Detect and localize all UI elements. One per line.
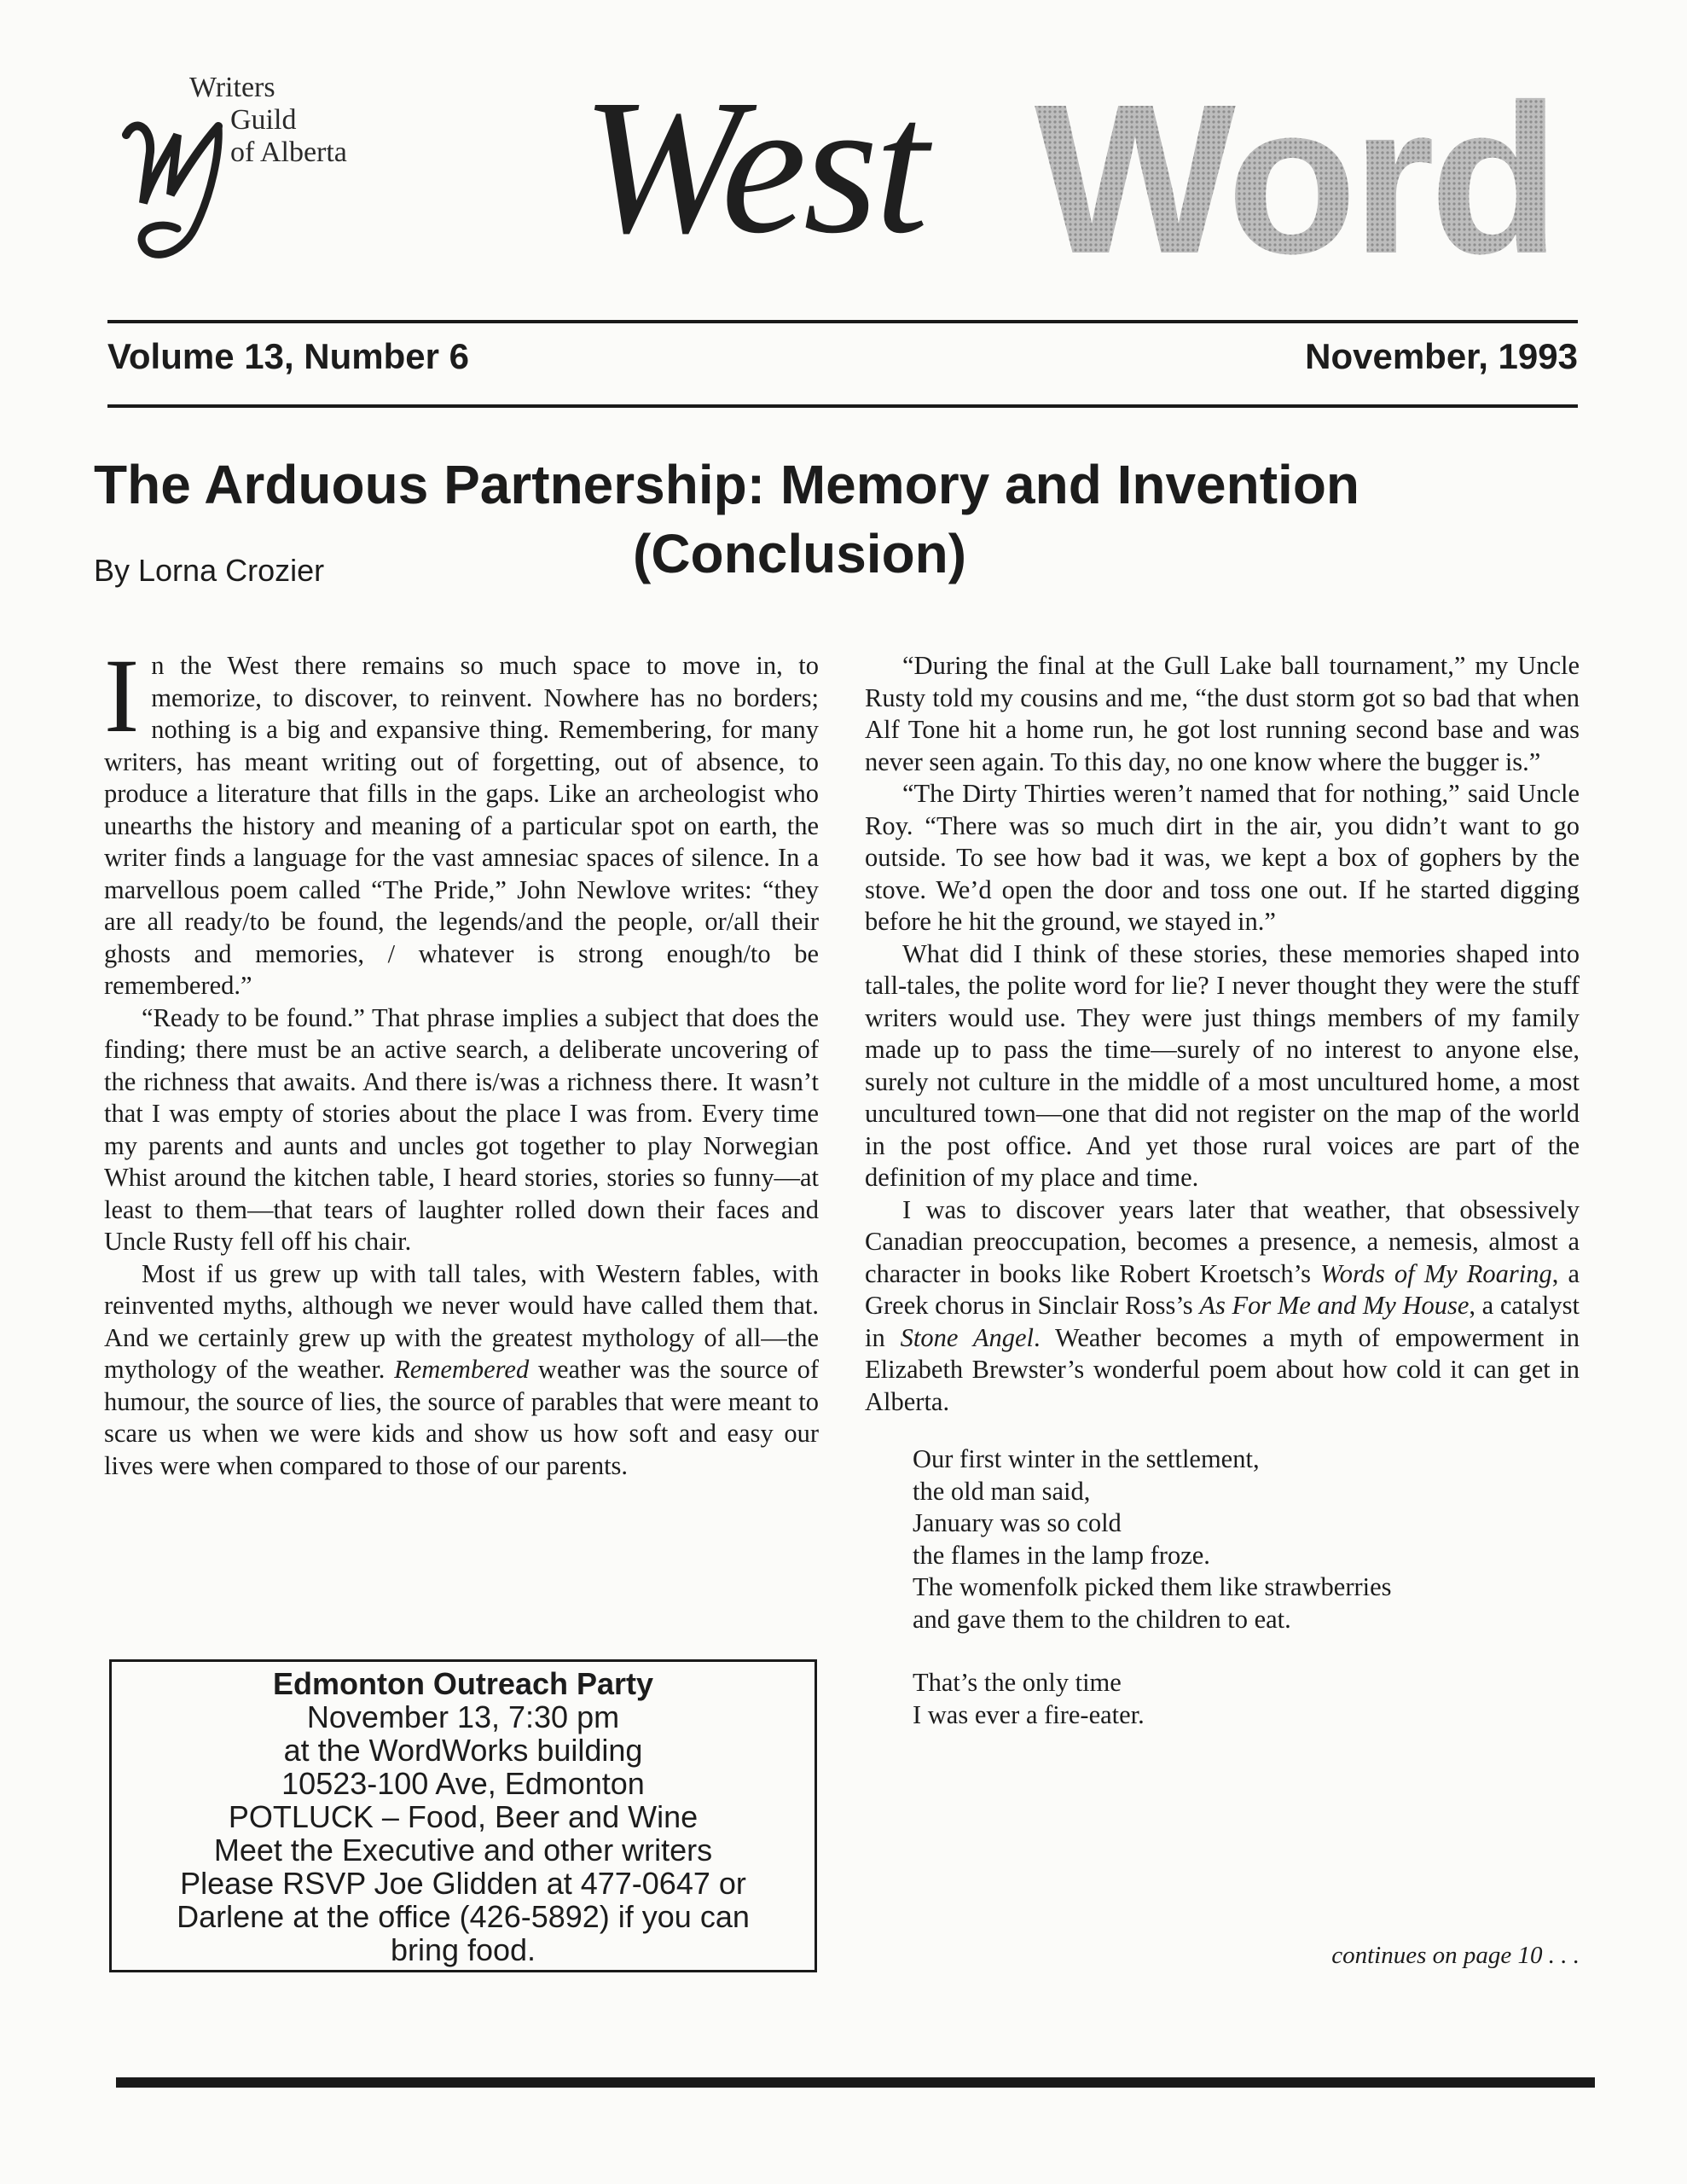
event-line: at the WordWorks building <box>283 1733 643 1768</box>
paragraph: “The Dirty Thirties weren’t named that for nothing,” said Uncle Roy. “There was so much dirt in the air, you didn’t want to go outside. To see how bad it was, we kept a box of gophers by the stove. We’d open the door and toss one out. If he started digging before he hit the ground, we stayed in.” <box>865 779 1580 936</box>
poem-line: The womenfolk picked them like strawberries <box>913 1572 1392 1601</box>
italic-text: Remembered <box>394 1355 530 1384</box>
org-name-line2: Guild <box>230 104 297 136</box>
stanza-break <box>913 1635 1580 1667</box>
paragraph-text: I was to discover years later that weather, that obsessively Canadian preoccupation, becomes a presence, a nemesis, almost a character in books like Robert Kroetsch’s <box>865 1194 1580 1288</box>
footer-rule <box>116 2077 1595 2088</box>
paragraph: “During the final at the Gull Lake ball tournament,” my Uncle Rusty told my cousins and me, “the dust storm got so bad that when Alf Tone hit a home run, he got lost running second base and was never seen again. To this day, no one know where the bugger is.” <box>865 651 1580 776</box>
masthead-rule-bottom <box>107 404 1578 408</box>
event-line: Darlene at the office (426-5892) if you can <box>177 1899 750 1934</box>
event-line: Meet the Executive and other writers <box>213 1833 713 1867</box>
poem-line: That’s the only time <box>913 1668 1122 1697</box>
poem-line: and gave them to the children to eat. <box>913 1604 1291 1634</box>
paragraph: “Ready to be found.” That phrase implies a subject that does the finding; there must be an active search, a deliberate uncovering of the richness that awaits. And there is/was a richness there. It wasn’t that I was empty of stories about the place I was from. Every time my parents and aunts and uncles got together to play Norwegian Whist around the kitchen table, I heard stories, stories so funny—at least to them—that tears of laughter rolled down their faces and Uncle Rusty fell off his chair. <box>104 1002 819 1256</box>
paragraph-text: , a Greek chorus in Sinclair Ross’s <box>865 1258 1580 1320</box>
event-line: Please RSVP Joe Glidden at 477-0647 or <box>180 1866 746 1901</box>
newsletter-title-word <box>996 73 1593 278</box>
poem-line: the old man said, <box>913 1476 1091 1506</box>
article-column-right <box>865 650 1580 1731</box>
paragraph <box>104 637 819 1002</box>
newsletter-title-west: West <box>582 60 925 273</box>
paragraph-text: , a catalyst in <box>865 1291 1580 1352</box>
poem-line: Our first winter in the settlement, <box>913 1444 1260 1473</box>
paragraph <box>104 1258 819 1483</box>
article-headline: The Arduous Partnership: Memory and Invention <box>94 454 1359 515</box>
org-name <box>189 72 347 169</box>
poem-excerpt <box>913 1443 1580 1731</box>
org-name-line3: of Alberta <box>230 136 347 168</box>
org-name-line1: Writers <box>189 72 275 103</box>
drop-cap: I <box>104 637 140 754</box>
event-notice-box <box>109 1659 817 1972</box>
event-line: POTLUCK – Food, Beer and Wine <box>228 1799 699 1834</box>
continues-link[interactable]: continues on page 10 . . . <box>1331 1942 1580 1969</box>
event-line: November 13, 7:30 pm <box>306 1699 620 1734</box>
article-byline: By Lorna Crozier <box>94 553 325 588</box>
newsletter-title-word-text: Word <box>1034 73 1556 278</box>
poem-line: January was so cold <box>913 1508 1122 1537</box>
paragraph: What did I think of these stories, these memories shaped into tall-tales, the polite word for lie? I never thought they were the stuff writers would use. They were just things members of my family made up to pass the time—surely of no interest to anyone else, surely not culture in the middle of a most uncultured home, a most uncultured town—one that did not register on the map of the world in the post office. And yet those rural voices are part of the definition of my place and time. <box>865 938 1580 1192</box>
volume-number: Volume 13, Number 6 <box>107 336 470 376</box>
paragraph-text: weather was the source of humour, the source of lies, the source of parables that were meant to scare us when we were kids and show us how soft and easy our lives were when compared to those of our parents. <box>104 1355 819 1480</box>
event-title: Edmonton Outreach Party <box>272 1666 654 1701</box>
article-headline-conclusion: (Conclusion) <box>633 523 967 584</box>
poem-line: the flames in the lamp froze. <box>913 1540 1210 1570</box>
book-title: Stone Angel <box>900 1322 1034 1352</box>
event-line: bring food. <box>390 1932 536 1967</box>
event-line: 10523-100 Ave, Edmonton <box>281 1766 645 1801</box>
masthead-rule-top <box>107 320 1578 323</box>
issue-date: November, 1993 <box>1305 336 1578 376</box>
poem-line: I was ever a fire-eater. <box>913 1699 1145 1729</box>
paragraph <box>865 1194 1580 1419</box>
book-title: As For Me and My House <box>1199 1291 1470 1320</box>
book-title: Words of My Roaring <box>1320 1258 1552 1288</box>
article-column-left <box>104 637 819 1482</box>
paragraph-text: n the West there remains so much space to move in, to memorize, to discover, to reinvent. Nowhere has no borders; nothing is a big and expansive thing. Remembering, for many writers, has meant writing out of forgetting, out of absence, to produce a literature that fills in the gaps. Like an archeologist who unearths the history and meaning of a particular spot on earth, the writer finds a language for the vast amnesiac spaces of silence. In a marvellous poem called “The Pride,” John Newlove writes: “they are all ready/to be found, the legends/and the people, or/all their ghosts and memories, / whatever is strong enough/to be remembered.” <box>104 651 819 1000</box>
paragraph-text: Most if us grew up with tall tales, with Western fables, with reinvented myths, although we never would have called them that. And we certainly grew up with the greatest mythology of all—the mythology of the weather. <box>104 1258 819 1384</box>
paragraph-text: . Weather becomes a myth of empowerment in Elizabeth Brewster’s wonderful poem about how cold it can get in Alberta. <box>865 1322 1580 1416</box>
